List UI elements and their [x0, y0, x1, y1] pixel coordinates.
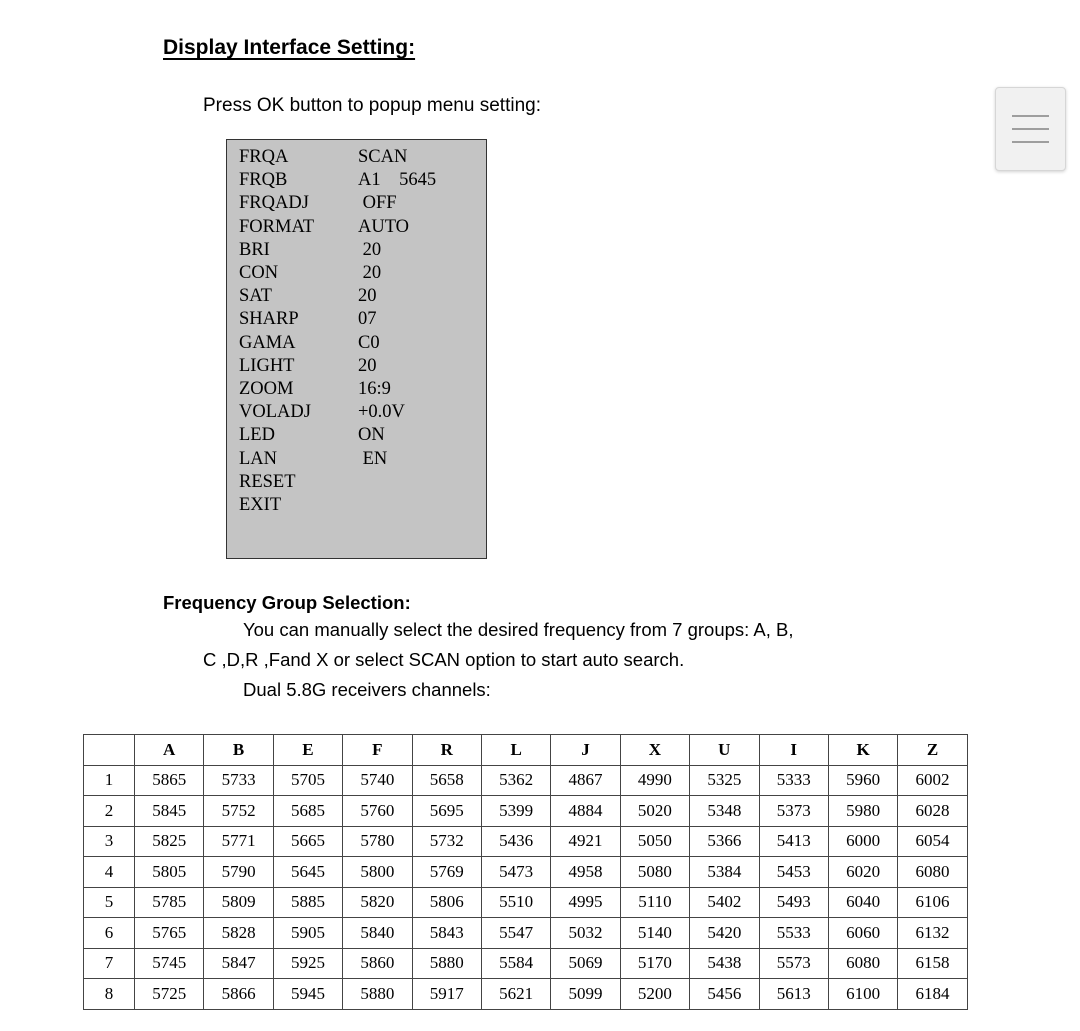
table-row-index: 2 — [84, 796, 135, 827]
table-cell: 5866 — [204, 979, 273, 1010]
table-row-index: 1 — [84, 765, 135, 796]
menu-row — [239, 216, 479, 239]
hamburger-menu-icon-bar — [1012, 141, 1049, 143]
table-cell: 5621 — [481, 979, 550, 1010]
menu-row — [239, 308, 479, 331]
table-cell: 5140 — [620, 918, 689, 949]
table-row-index: 7 — [84, 948, 135, 979]
menu-row-key: RESET — [239, 471, 296, 492]
table-cell: 6002 — [898, 765, 967, 796]
table-cell: 5806 — [412, 887, 481, 918]
menu-row-key: GAMA — [239, 332, 296, 353]
menu-row-key: CON — [239, 263, 279, 283]
table-cell: 5436 — [481, 826, 550, 857]
table-cell: 5771 — [204, 826, 273, 857]
menu-row-key: EXIT — [239, 495, 282, 515]
menu-row-value: +0.0V — [358, 402, 405, 423]
table-row — [84, 796, 968, 827]
table-row — [84, 826, 968, 857]
table-cell: 5333 — [759, 765, 828, 796]
table-cell: 5099 — [551, 979, 620, 1010]
table-cell: 6060 — [828, 918, 897, 949]
table-row — [84, 979, 968, 1010]
table-cell: 6100 — [828, 979, 897, 1010]
table-cell: 5032 — [551, 918, 620, 949]
hamburger-menu-icon — [1012, 115, 1049, 117]
table-cell: 5828 — [204, 918, 273, 949]
table-header-cell: J — [551, 735, 620, 766]
table-cell: 5453 — [759, 857, 828, 888]
table-row — [84, 857, 968, 888]
table-cell: 5373 — [759, 796, 828, 827]
table-row — [84, 887, 968, 918]
table-cell: 5170 — [620, 948, 689, 979]
table-cell: 5348 — [690, 796, 759, 827]
table-cell: 5960 — [828, 765, 897, 796]
table-row — [84, 765, 968, 796]
table-cell: 5800 — [343, 857, 412, 888]
menu-row-key: FRQA — [239, 147, 289, 167]
table-row — [84, 918, 968, 949]
table-cell: 5402 — [690, 887, 759, 918]
table-cell: 5420 — [690, 918, 759, 949]
table-cell: 5080 — [620, 857, 689, 888]
menu-row-value: 20 — [358, 355, 377, 376]
table-cell: 5760 — [343, 796, 412, 827]
table-cell: 5845 — [135, 796, 204, 827]
frequency-section-title: Frequency Group Selection: — [163, 592, 411, 613]
menu-row — [239, 471, 479, 494]
table-cell: 5752 — [204, 796, 273, 827]
table-cell: 5725 — [135, 979, 204, 1010]
table-cell: 5809 — [204, 887, 273, 918]
table-cell: 5362 — [481, 765, 550, 796]
menu-row-value: EN — [358, 448, 388, 469]
menu-row-value: 07 — [358, 309, 377, 330]
table-cell: 5840 — [343, 918, 412, 949]
table-cell: 5917 — [412, 979, 481, 1010]
table-cell: 5843 — [412, 918, 481, 949]
table-cell: 5695 — [412, 796, 481, 827]
table-cell: 6020 — [828, 857, 897, 888]
table-cell: 5020 — [620, 796, 689, 827]
menu-row-key: FRQADJ — [239, 193, 309, 214]
menu-row — [239, 285, 479, 308]
table-cell: 5110 — [620, 887, 689, 918]
table-row-index: 6 — [84, 918, 135, 949]
frequency-paragraph-line-1: You can manually select the desired frequency from 7 groups: A, B, — [243, 619, 794, 640]
table-cell: 5880 — [412, 948, 481, 979]
table-cell: 5645 — [273, 857, 342, 888]
table-row — [84, 948, 968, 979]
page-title: Display Interface Setting: — [163, 36, 416, 59]
menu-row-value: A1 5645 — [358, 170, 437, 191]
menu-row-key: LAN — [239, 448, 278, 469]
table-header-cell: K — [828, 735, 897, 766]
side-menu-button[interactable] — [995, 87, 1066, 171]
menu-row-value: 20 — [358, 286, 377, 307]
table-cell: 5200 — [620, 979, 689, 1010]
menu-row-value: 20 — [358, 263, 382, 283]
menu-row — [239, 192, 479, 215]
table-cell: 6000 — [828, 826, 897, 857]
table-cell: 5573 — [759, 948, 828, 979]
menu-row-key: SAT — [239, 286, 272, 307]
table-row-index: 3 — [84, 826, 135, 857]
table-cell: 5584 — [481, 948, 550, 979]
table-cell: 6184 — [898, 979, 967, 1010]
table-cell: 5905 — [273, 918, 342, 949]
table-cell: 5473 — [481, 857, 550, 888]
menu-row — [239, 401, 479, 424]
table-cell: 5613 — [759, 979, 828, 1010]
menu-row-value: OFF — [358, 193, 397, 214]
table-cell: 5069 — [551, 948, 620, 979]
menu-row-key: VOLADJ — [239, 402, 311, 423]
receivers-channels-caption: Dual 5.8G receivers channels: — [243, 679, 491, 700]
table-cell: 5945 — [273, 979, 342, 1010]
menu-row-key: SHARP — [239, 309, 299, 330]
table-cell: 6080 — [828, 948, 897, 979]
table-cell: 6054 — [898, 826, 967, 857]
table-cell: 5665 — [273, 826, 342, 857]
table-row-index: 5 — [84, 887, 135, 918]
table-cell: 5885 — [273, 887, 342, 918]
table-cell: 5510 — [481, 887, 550, 918]
table-cell: 4921 — [551, 826, 620, 857]
table-header-cell: B — [204, 735, 273, 766]
table-cell: 5780 — [343, 826, 412, 857]
osd-menu-box — [226, 139, 487, 559]
hamburger-menu-icon-bar — [1012, 128, 1049, 130]
table-cell: 5785 — [135, 887, 204, 918]
table-cell: 5745 — [135, 948, 204, 979]
table-cell: 5050 — [620, 826, 689, 857]
table-header-cell: U — [690, 735, 759, 766]
menu-row — [239, 448, 479, 471]
table-header-row — [84, 735, 968, 766]
table-cell: 4995 — [551, 887, 620, 918]
table-cell: 6158 — [898, 948, 967, 979]
menu-row-key: FORMAT — [239, 216, 315, 237]
table-header-cell: F — [343, 735, 412, 766]
table-cell: 5685 — [273, 796, 342, 827]
table-header-cell: L — [481, 735, 550, 766]
table-cell: 5493 — [759, 887, 828, 918]
table-header-cell: X — [620, 735, 689, 766]
menu-row — [239, 262, 479, 285]
menu-row-key: LED — [239, 425, 275, 446]
table-cell: 5547 — [481, 918, 550, 949]
table-cell: 5456 — [690, 979, 759, 1010]
table-cell: 6080 — [898, 857, 967, 888]
table-cell: 6040 — [828, 887, 897, 918]
table-cell: 4884 — [551, 796, 620, 827]
table-cell: 5733 — [204, 765, 273, 796]
menu-row — [239, 239, 479, 262]
table-header-cell: E — [273, 735, 342, 766]
intro-text: Press OK button to popup menu setting: — [203, 95, 541, 116]
table-header-cell: I — [759, 735, 828, 766]
table-cell: 4958 — [551, 857, 620, 888]
table-cell: 5732 — [412, 826, 481, 857]
table-cell: 5366 — [690, 826, 759, 857]
menu-row — [239, 146, 479, 169]
menu-row-key: LIGHT — [239, 355, 295, 376]
table-cell: 5658 — [412, 765, 481, 796]
table-cell: 5705 — [273, 765, 342, 796]
table-cell: 5325 — [690, 765, 759, 796]
table-cell: 5820 — [343, 887, 412, 918]
menu-row-value: 16:9 — [358, 379, 391, 399]
table-cell: 5805 — [135, 857, 204, 888]
table-cell: 5438 — [690, 948, 759, 979]
table-row-index: 4 — [84, 857, 135, 888]
table-cell: 5860 — [343, 948, 412, 979]
table-cell: 5765 — [135, 918, 204, 949]
table-cell: 5847 — [204, 948, 273, 979]
table-header-cell: R — [412, 735, 481, 766]
frequency-table — [83, 734, 968, 1010]
menu-row-key: BRI — [239, 239, 270, 260]
table-cell: 4867 — [551, 765, 620, 796]
table-cell: 5399 — [481, 796, 550, 827]
menu-row-key: ZOOM — [239, 379, 294, 399]
menu-row — [239, 169, 479, 192]
menu-row — [239, 424, 479, 447]
menu-row-value: 20 — [358, 239, 382, 260]
menu-row — [239, 355, 479, 378]
table-cell: 5413 — [759, 826, 828, 857]
table-cell: 5740 — [343, 765, 412, 796]
table-header-cell: Z — [898, 735, 967, 766]
table-cell: 4990 — [620, 765, 689, 796]
table-cell: 6106 — [898, 887, 967, 918]
table-cell: 6132 — [898, 918, 967, 949]
table-cell: 5880 — [343, 979, 412, 1010]
table-header-cell: A — [135, 735, 204, 766]
table-cell: 5790 — [204, 857, 273, 888]
table-cell: 5980 — [828, 796, 897, 827]
table-cell: 5384 — [690, 857, 759, 888]
menu-row — [239, 494, 479, 517]
table-cell: 6028 — [898, 796, 967, 827]
table-cell: 5865 — [135, 765, 204, 796]
menu-row-value: SCAN — [358, 147, 408, 167]
menu-row — [239, 332, 479, 355]
table-cell: 5925 — [273, 948, 342, 979]
table-corner-cell — [84, 735, 135, 766]
menu-row-value: C0 — [358, 332, 380, 353]
table-cell: 5769 — [412, 857, 481, 888]
frequency-paragraph-line-2: C ,D,R ,Fand X or select SCAN option to start auto search. — [203, 649, 685, 670]
menu-row — [239, 378, 479, 401]
menu-row-value: ON — [358, 425, 385, 446]
menu-row-key: FRQB — [239, 170, 288, 191]
menu-row-value: AUTO — [358, 216, 410, 237]
table-cell: 5825 — [135, 826, 204, 857]
table-row-index: 8 — [84, 979, 135, 1010]
table-cell: 5533 — [759, 918, 828, 949]
